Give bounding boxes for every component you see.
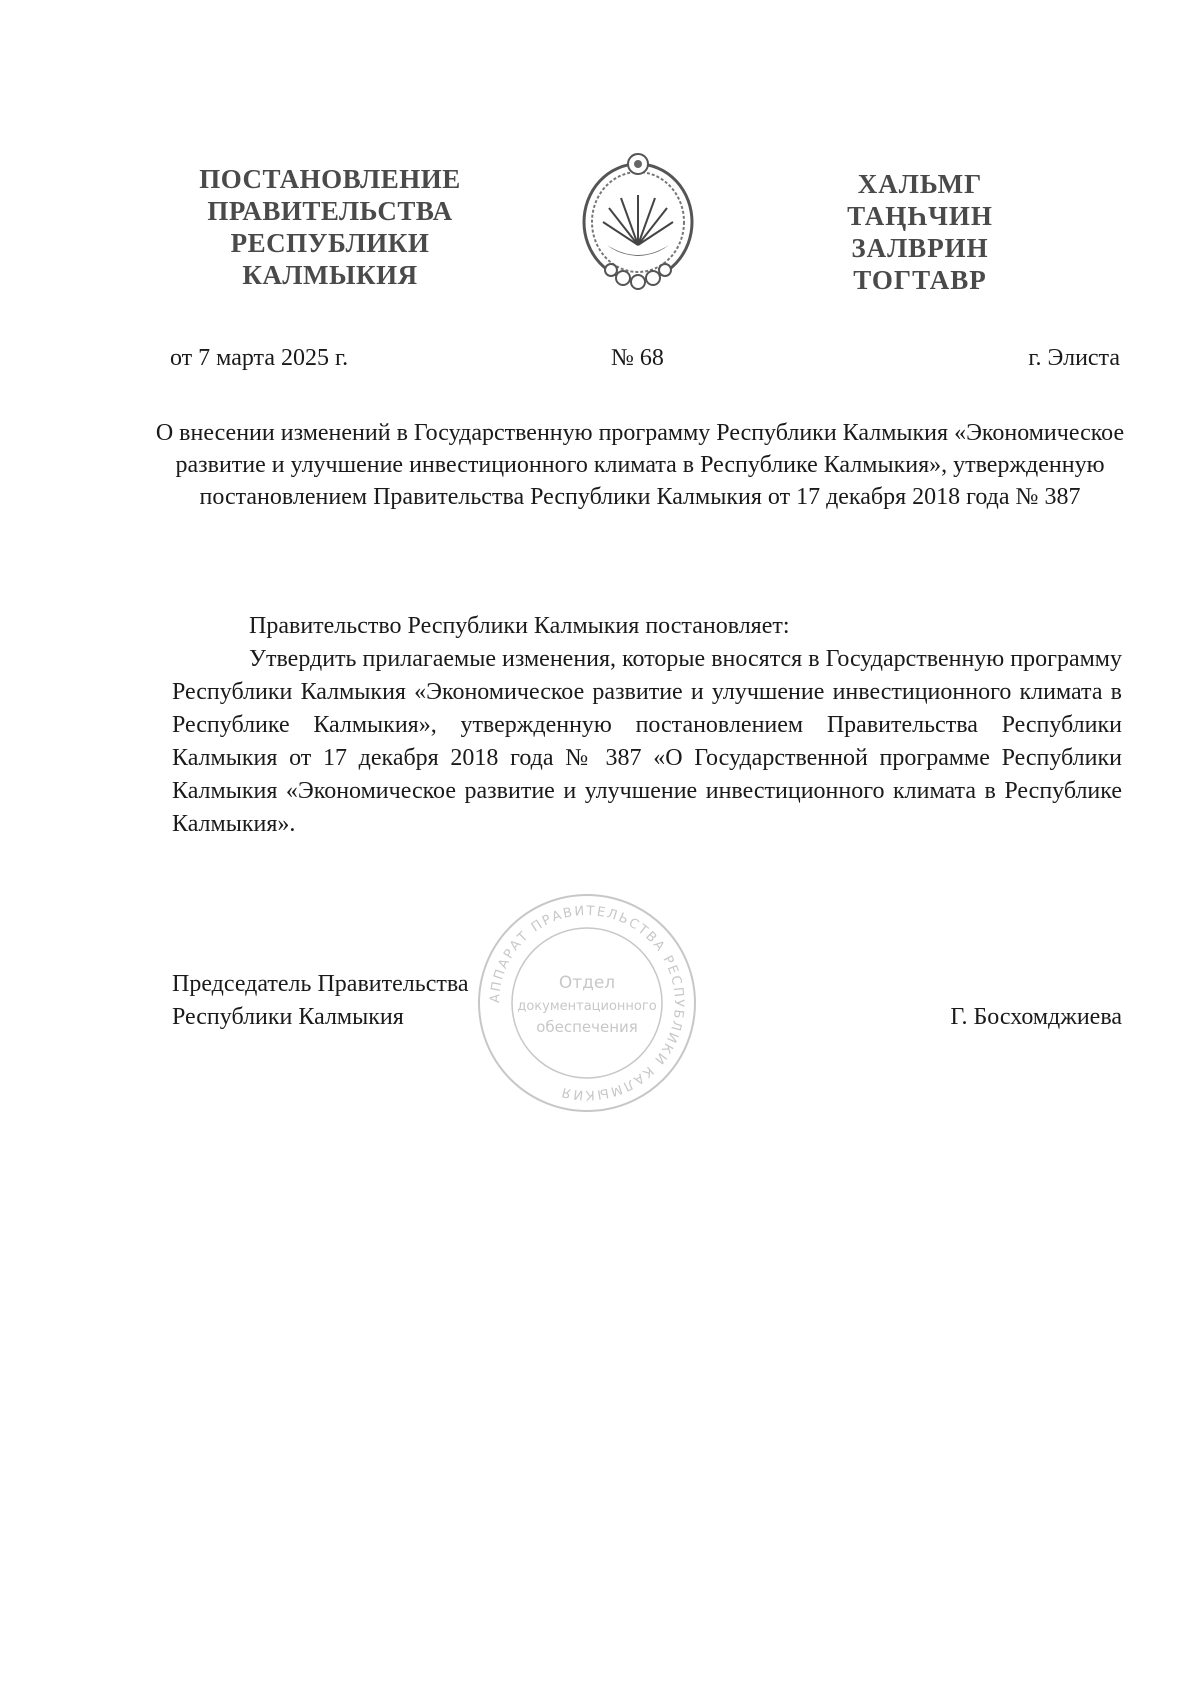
- stamp-ring-text: АППАРАТ ПРАВИТЕЛЬСТВА РЕСПУБЛИКИ КАЛМЫКИЯ: [487, 903, 687, 1103]
- header-right-line: ЗАЛВРИН: [851, 233, 989, 263]
- document-date: от 7 марта 2025 г.: [170, 345, 349, 371]
- signatory-position-line: Председатель Правительства: [172, 971, 469, 997]
- header-left-line: ПОСТАНОВЛЕНИЕ: [199, 164, 461, 194]
- header-right-line: ХАЛЬМГ: [857, 169, 983, 199]
- header-right-line: ТАҢҺЧИН: [847, 201, 993, 231]
- body-decision: Утвердить прилагаемые изменения, которые вносятся в Государственную программу Республики Калмыкия «Экономическое развитие и улучшение инвестиционного климата в Республике Калмыкия», утвержденную постановлением Правительства Республики Калмыкия от 17 декабря 2018 года № 387 «О Государственной программе Республики Калмыкия «Экономическое развитие и улучшение инвестиционного климата в Республике Калмыкия».: [172, 646, 1122, 837]
- document-number: № 68: [611, 345, 664, 371]
- stamp-center-line: обеспечения: [536, 1018, 638, 1036]
- body-preamble: Правительство Республики Калмыкия постановляет:: [249, 613, 790, 639]
- header-right-line: ТОГТАВР: [853, 265, 987, 295]
- header-right-title: [835, 168, 1005, 296]
- coat-of-arms-icon: [577, 150, 699, 300]
- header-left-title: [190, 163, 470, 291]
- official-stamp: [472, 888, 702, 1118]
- stamp-center-line: Отдел: [558, 973, 616, 993]
- document-title: О внесении изменений в Государственную программу Республики Калмыкия «Экономическое развитие и улучшение инвестиционного климата в Республике Калмыкия», утвержденную постановлением Правительства Республики Калмыкия от 17 декабря 2018 года № 387: [155, 420, 1125, 510]
- stamp-center-line: документационного: [517, 999, 657, 1014]
- document-city: г. Элиста: [1028, 345, 1120, 371]
- header-left-line: ПРАВИТЕЛЬСТВА: [207, 196, 453, 226]
- signatory-position-line: Республики Калмыкия: [172, 1004, 404, 1030]
- header-left-line: РЕСПУБЛИКИ: [230, 228, 430, 258]
- header-left-line: КАЛМЫКИЯ: [242, 260, 418, 290]
- signatory-position: [172, 968, 469, 1034]
- signatory-name: Г. Босхомджиева: [950, 1004, 1122, 1030]
- document-body: [172, 610, 1122, 841]
